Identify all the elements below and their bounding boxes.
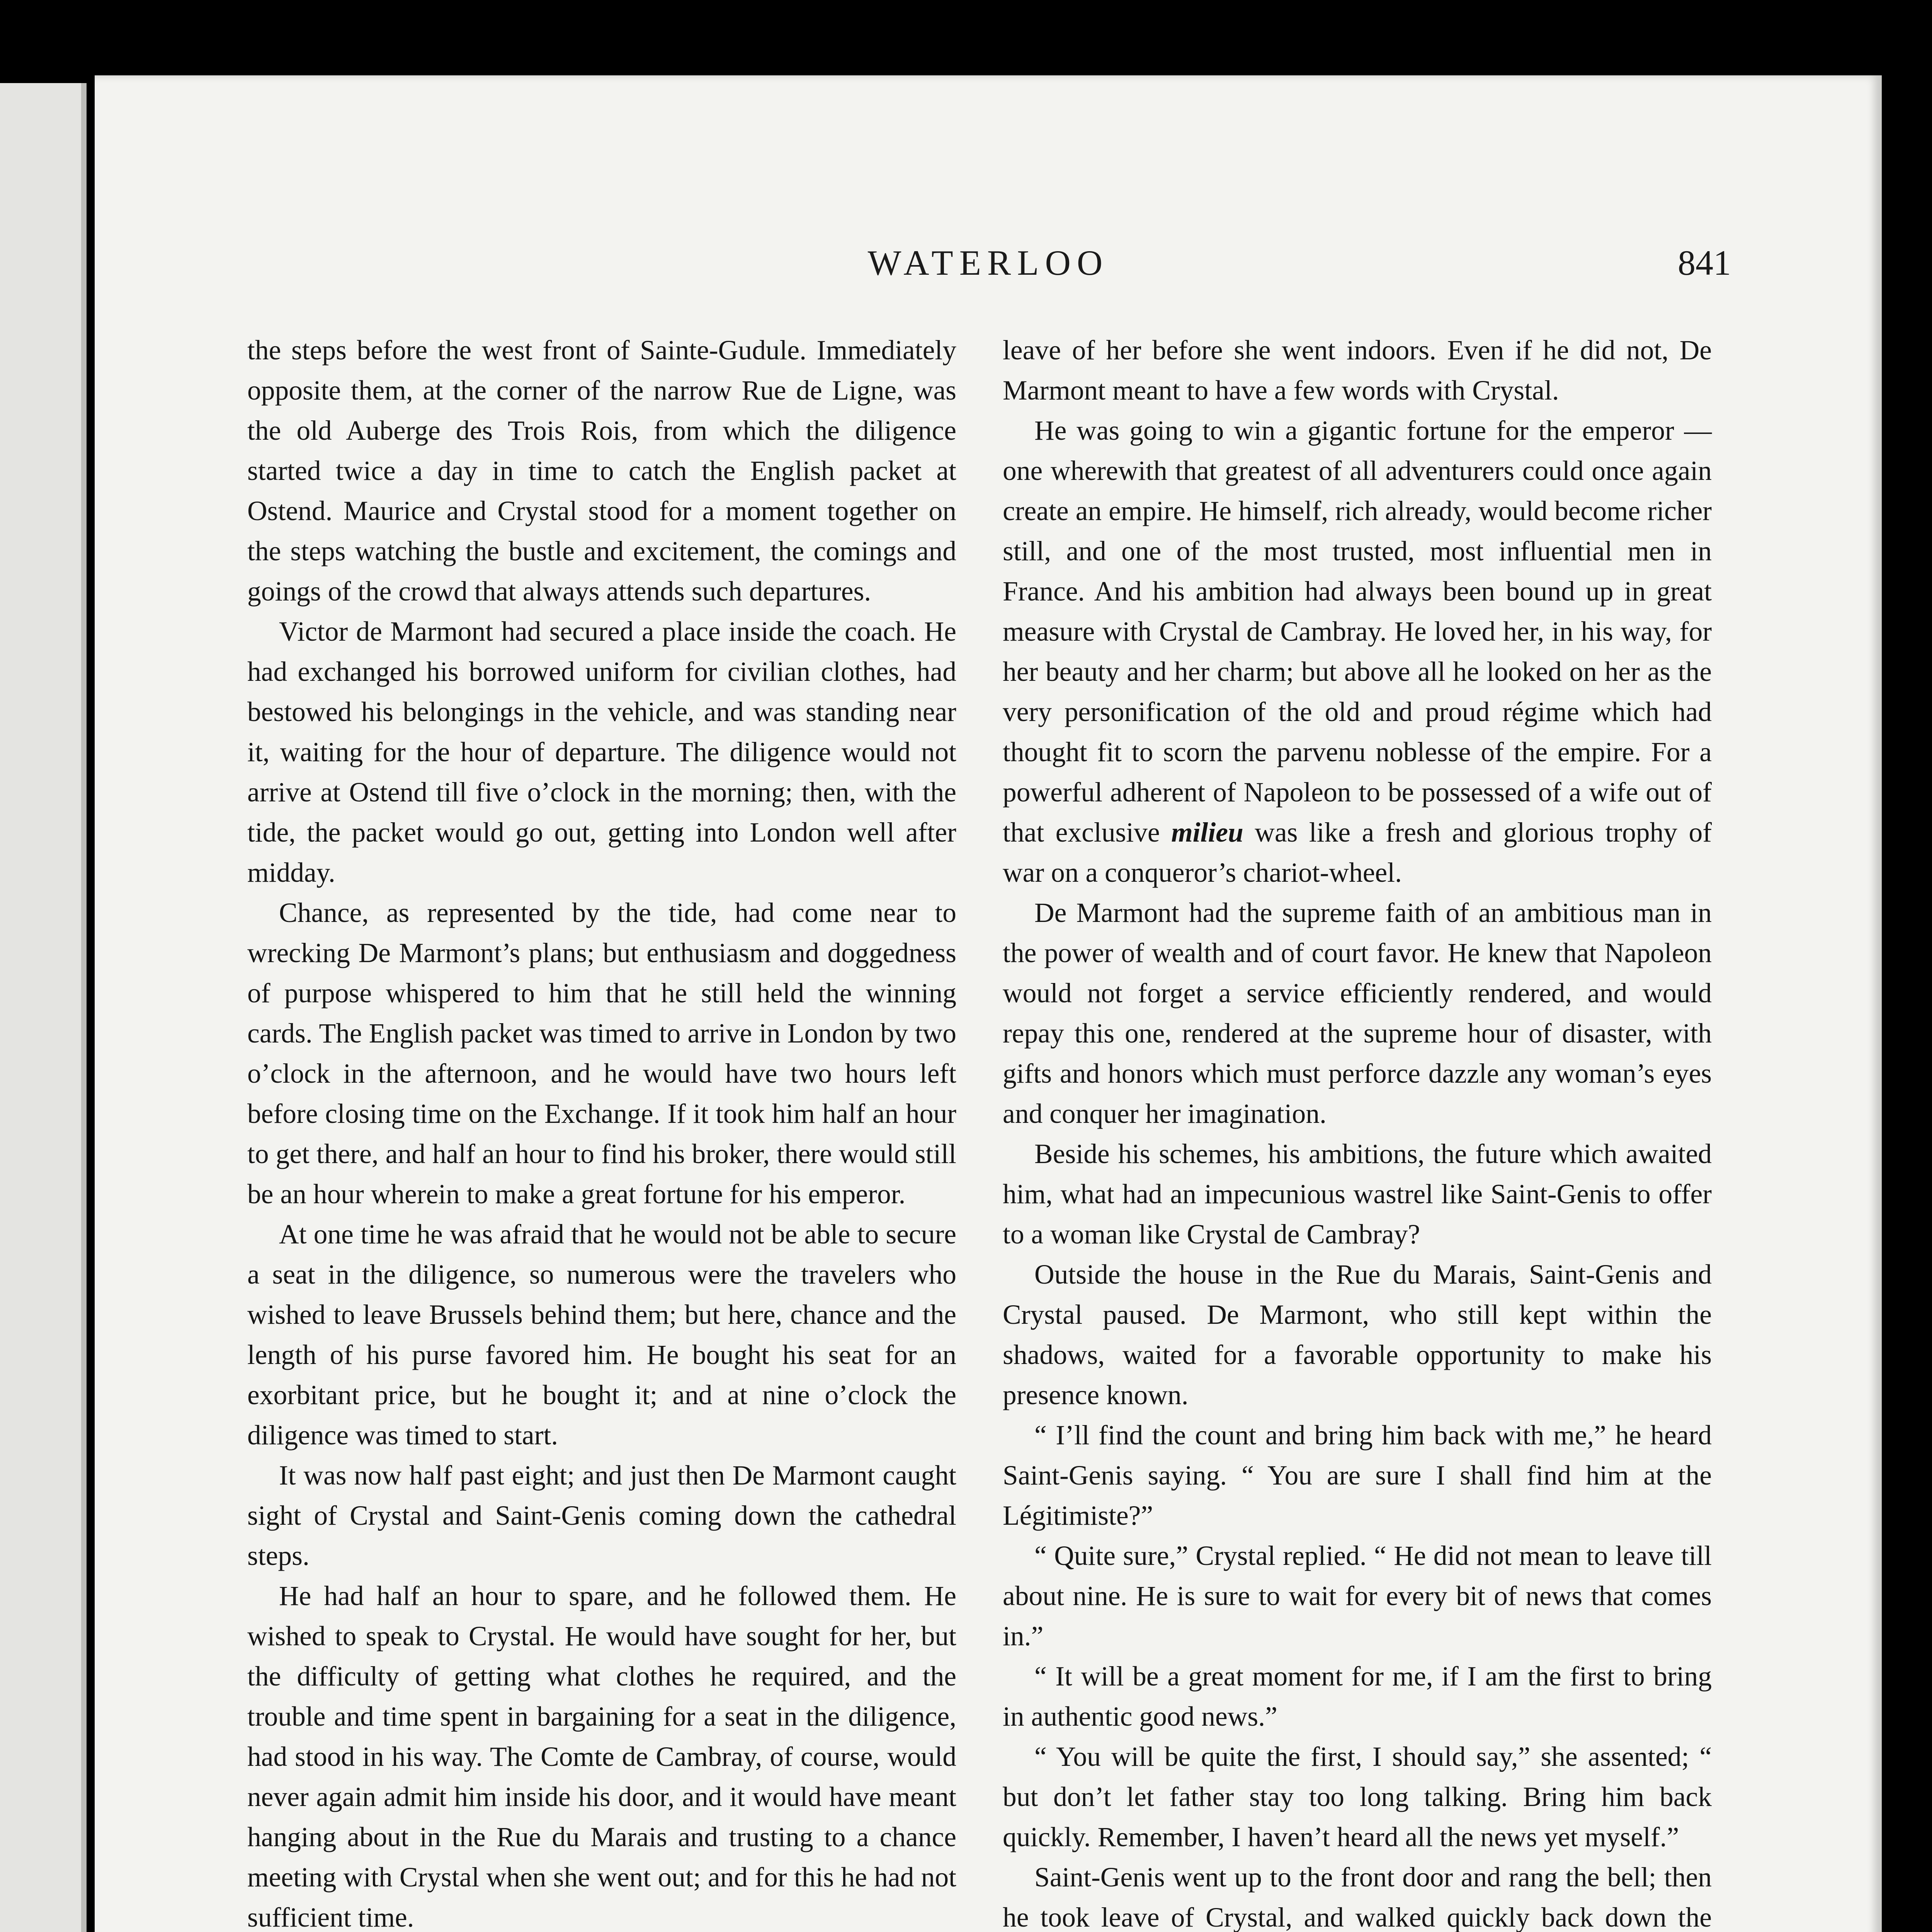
- paragraph-text: was like a fresh and glorious trophy of war on a conqueror’s chariot-wheel.: [1003, 817, 1712, 888]
- running-head: [95, 236, 1882, 290]
- book-page: [95, 75, 1882, 1932]
- running-title: WATERLOO: [867, 243, 1109, 282]
- paragraph: Beside his schemes, his ambitions, the future which awaited him, what had an impecunious wastrel like Saint-Genis to offer to a woman like Crystal de Cambray?: [1003, 1139, 1712, 1250]
- paragraph: Saint-Genis went up to the front door and rang the bell; then he took leave of Crystal, and walked quickly back down the: [1003, 1862, 1712, 1932]
- paragraph: “ It will be a great moment for me, if I am the first to bring in authentic good news.”: [1003, 1661, 1712, 1732]
- paragraph: “ I’ll find the count and bring him back with me,” he heard Saint-Genis saying. “ You are sure I shall find him at the Légitimiste?”: [1003, 1420, 1712, 1531]
- paragraph: [1003, 411, 1712, 893]
- paragraph: the steps before the west front of Sainte-Gudule. Immediately opposite them, at the corner of the narrow Rue de Ligne, was the old Auberge des Trois Rois, from which the diligence started twice a day in time to catch the English packet at Ostend. Maurice and Crystal stood for a moment together on the steps watching the bustle and excitement, the comings and goings of the crowd that always attends such departures.: [247, 335, 956, 607]
- paragraph: leave of her before she went indoors. Even if he did not, De Marmont meant to have a few words with Crystal.: [1003, 335, 1712, 406]
- previous-page-edge: [0, 83, 87, 1932]
- left-text-column: [247, 330, 956, 1932]
- paragraph: De Marmont had the supreme faith of an ambitious man in the power of wealth and of court favor. He knew that Napoleon would not forget a service efficiently rendered, and would repay this one, rendered at the supreme hour of disaster, with gifts and honors which must perforce dazzle any woman’s eyes and conquer her imagination.: [1003, 898, 1712, 1129]
- paragraph-text: He was going to win a gigantic fortune for the emperor — one wherewith that greatest of all adventurers could once again create an empire. He himself, rich already, would become richer still, and one of the most trusted, most influential men in France. And his ambition had always been bound up in great measure with Crystal de Cambray. He loved her, in his way, for her beauty and her charm; but above all he looked on her as the very personification of the old and proud régime which had thought fit to scorn the parvenu noblesse of the empire. For a powerful adherent of Napoleon to be possessed of a wife out of that exclusive: [1003, 415, 1712, 848]
- paragraph: At one time he was afraid that he would not be able to secure a seat in the diligence, so numerous were the travelers who wished to leave Brussels behind them; but here, chance and the length of his purse favored him. He bought his seat for an exorbitant price, but he bought it; and at nine o’clock the diligence was timed to start.: [247, 1219, 956, 1451]
- emphasized-word: milieu: [1171, 817, 1243, 848]
- paragraph: Victor de Marmont had secured a place inside the coach. He had exchanged his borrowed uniform for civilian clothes, had bestowed his belongings in the vehicle, and was standing near it, waiting for the hour of departure. The diligence would not arrive at Ostend till five o’clock in the morning; then, with the tide, the packet would go out, getting into London well after midday.: [247, 616, 956, 888]
- paragraph: “ Quite sure,” Crystal replied. “ He did not mean to leave till about nine. He is sure to wait for every bit of news that comes in.”: [1003, 1541, 1712, 1651]
- right-text-column: [1003, 330, 1712, 1932]
- page-number: 841: [1678, 243, 1731, 282]
- paragraph: “ You will be quite the first, I should say,” she assented; “ but don’t let father stay too long talking. Bring him back quickly. Remember, I haven’t heard all the news yet myself.”: [1003, 1742, 1712, 1852]
- paragraph: It was now half past eight; and just then De Marmont caught sight of Crystal and Saint-Genis coming down the cathedral steps.: [247, 1460, 956, 1571]
- paragraph: Chance, as represented by the tide, had come near to wrecking De Marmont’s plans; but enthusiasm and doggedness of purpose whispered to him that he still held the winning cards. The English packet was timed to arrive in London by two o’clock in the afternoon, and he would have two hours left before closing time on the Exchange. If it took him half an hour to get there, and half an hour to find his broker, there would still be an hour wherein to make a great fortune for his emperor.: [247, 898, 956, 1209]
- paragraph: Outside the house in the Rue du Marais, Saint-Genis and Crystal paused. De Marmont, who still kept within the shadows, waited for a favorable opportunity to make his presence known.: [1003, 1259, 1712, 1410]
- paragraph: He had half an hour to spare, and he followed them. He wished to speak to Crystal. He would have sought for her, but the difficulty of getting what clothes he required, and the trouble and time spent in bargaining for a seat in the diligence, had stood in his way. The Comte de Cambray, of course, would never again admit him inside his door, and it would have meant hanging about in the Rue du Marais and trusting to a chance meeting with Crystal when she went out; and for this he had not sufficient time.: [247, 1581, 956, 1932]
